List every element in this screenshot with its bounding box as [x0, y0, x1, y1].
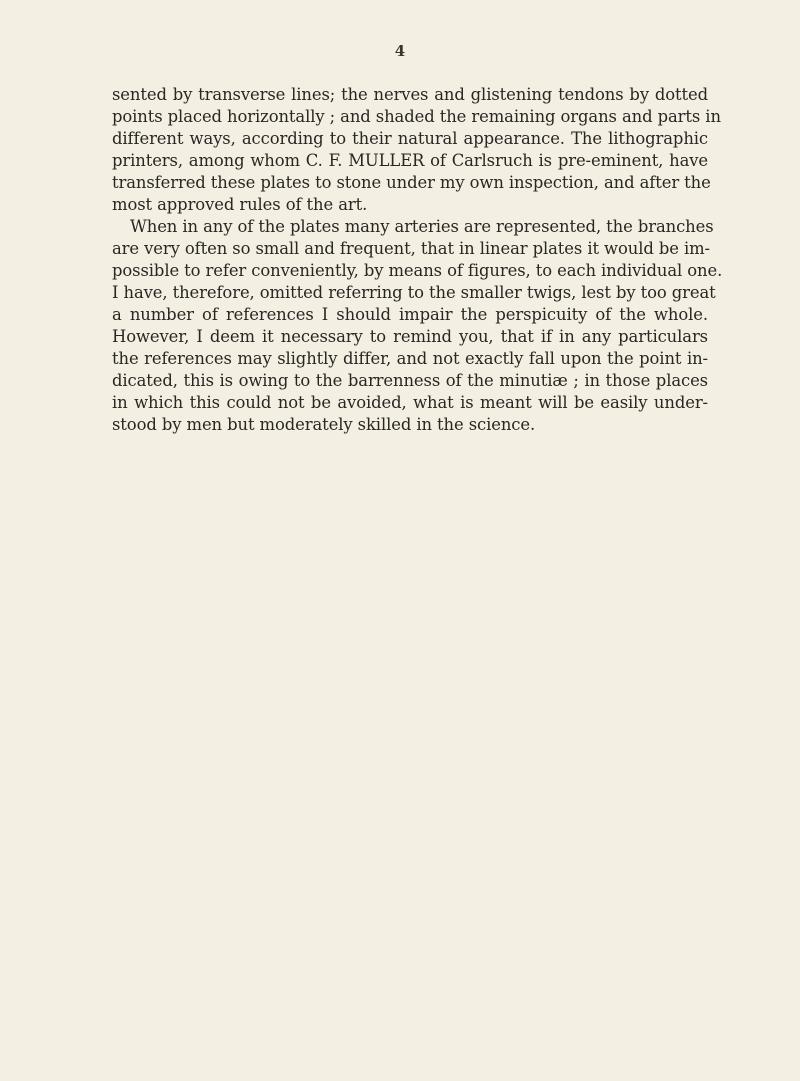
text-line: dicated, this is owing to the barrenness of the minutiæ ; in those places — [112, 371, 708, 390]
text-line: most approved rules of the art. — [112, 195, 368, 214]
text-line: in which this could not be avoided, what is meant will be easily under- — [112, 393, 708, 412]
paragraph-2 — [112, 216, 723, 436]
text-line: I have, therefore, omitted referring to the smaller twigs, lest by too great — [112, 283, 716, 302]
text-line: When in any of the plates many arteries are represented, the branches — [130, 217, 714, 236]
text-line: sented by transverse lines; the nerves and glistening tendons by dotted — [112, 85, 708, 104]
text-line: transferred these plates to stone under my own inspection, and after the — [112, 173, 711, 192]
text-line: possible to refer conveniently, by means of figures, to each individual one. — [112, 261, 723, 280]
text-line: points placed horizontally ; and shaded the remaining organs and parts in — [112, 107, 721, 126]
text-line: the references may slightly differ, and not exactly fall upon the point in- — [112, 349, 708, 368]
text-line: a number of references I should impair the perspicuity of the whole. — [112, 305, 708, 324]
body-text — [112, 84, 723, 436]
text-line: printers, among whom C. F. MULLER of Carlsruch is pre-eminent, have — [112, 151, 708, 170]
paragraph-1 — [112, 84, 721, 216]
text-line: stood by men but moderately skilled in the science. — [112, 415, 536, 434]
page-number: 4 — [394, 42, 406, 60]
text-line: However, I deem it necessary to remind you, that if in any particulars — [112, 327, 708, 346]
text-line: different ways, according to their natural appearance. The lithographic — [112, 129, 708, 148]
text-line: are very often so small and frequent, that in linear plates it would be im- — [112, 239, 710, 258]
